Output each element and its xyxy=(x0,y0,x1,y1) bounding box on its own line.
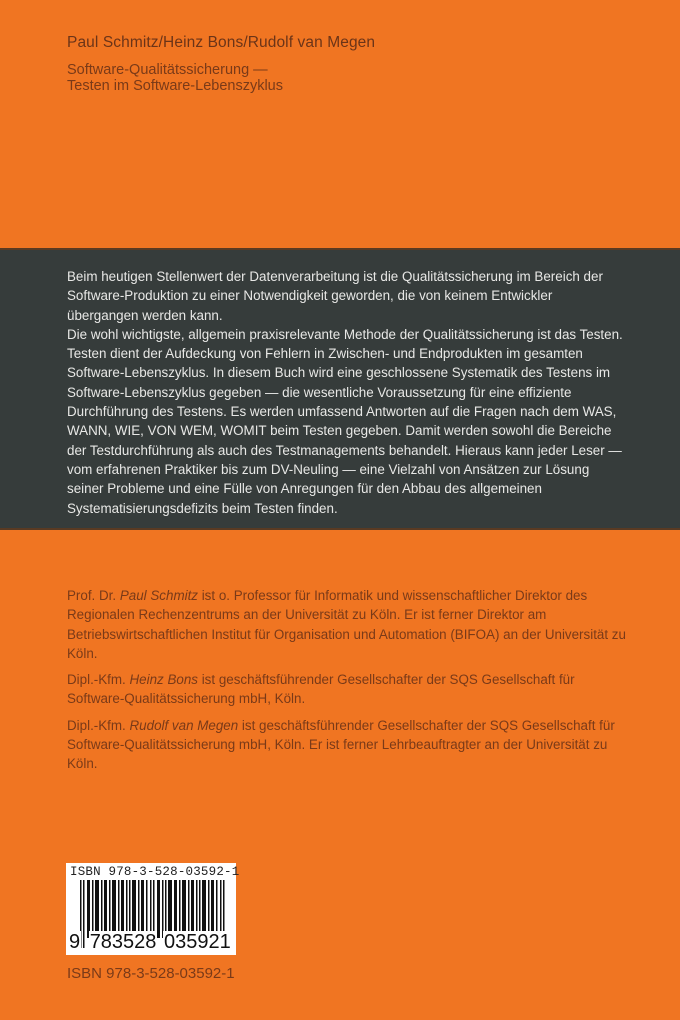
barcode-isbn-label: ISBN 978-3-528-03592-1 xyxy=(70,865,240,879)
blurb xyxy=(67,267,627,518)
bio-title: Dipl.-Kfm. xyxy=(67,717,130,733)
bio-name: Heinz Bons xyxy=(129,672,198,688)
bio-heinz-bons xyxy=(67,670,627,709)
title-line-2: Testen im Software-Lebenszyklus xyxy=(67,78,283,94)
barcode-group-1: 783528 xyxy=(89,931,157,953)
authors: Paul Schmitz/Heinz Bons/Rudolf van Megen xyxy=(67,34,376,51)
title-line-1: Software-Qualitätssicherung — xyxy=(67,62,268,78)
bio-text: ist geschäftsführender Gesellschafter der SQS Gesellschaft für Software-Qualitätssicherung mbH, Köln. Er ist ferner Lehrbeauftragter an der Universität zu Köln. xyxy=(67,717,615,772)
bio-title: Prof. Dr. xyxy=(67,588,120,603)
blurb-band xyxy=(0,248,680,530)
cover-top-section xyxy=(0,0,680,248)
book-title xyxy=(67,62,283,94)
bio-paul-schmitz xyxy=(67,586,627,663)
bio-title: Dipl.-Kfm. xyxy=(67,672,130,688)
author-bios xyxy=(67,586,627,781)
isbn-barcode xyxy=(66,863,240,955)
isbn-footer: ISBN 978-3-528-03592-1 xyxy=(67,965,235,982)
bio-text: ist geschäftsführender Gesellschafter der SQS Gesellschaft für Software-Qualitätssicherung mbH, Köln. xyxy=(67,672,575,707)
bio-rudolf-van-megen xyxy=(67,716,627,774)
barcode-group-2: 035921 xyxy=(164,931,231,953)
blurb-paragraph-2: Die wohl wichtigste, allgemein praxisrelevante Methode der Qualitätssicherung ist das Testen. Testen dient der Aufdeckung von Fehlern in Zwischen- und Endprodukten im gesamten Software-Lebenszyklus. In diesem Buch wird eine geschlossene Systematik des Testens im Software-Lebenszyklus gegeben — die wesentliche Voraussetzung für eine effiziente Durchführung des Testens. Es werden umfassend Antworten auf die Fragen nach dem WAS, WANN, WIE, VON WEM, WOMIT beim Testen gegeben. Damit werden sowohl die Bereiche der Testdurchführung als auch des Testmanagements behandelt. Hieraus kann jeder Leser — vom erfahrenen Praktiker bis zum DV-Neuling — eine Vielzahl von Ansätzen zur Lösung seiner Probleme und eine Fülle von Anregungen für den Abbau des allgemeinen Systematisierungsdefizits beim Testen finden. xyxy=(67,326,623,516)
blurb-paragraph-1: Beim heutigen Stellenwert der Datenverarbeitung ist die Qualitätssicherung im Bereich der Software-Produktion zu einer Notwendigkeit geworden, die von keinem Entwickler übergangen werden kann. xyxy=(67,269,603,323)
barcode-lead-digit: 9 xyxy=(69,931,81,953)
bio-text: ist o. Professor für Informatik und wissenschaftlicher Direktor des Regionalen Rechenzentrums an der Universität zu Köln. Er ist ferner Direktor am Betriebswirtschaftlichen Institut für Organisation und Automation (BIFOA) an der Universität zu Köln. xyxy=(67,588,626,661)
bio-name: Rudolf van Megen xyxy=(129,717,239,733)
bio-name: Paul Schmitz xyxy=(119,588,198,603)
barcode-digits xyxy=(68,931,232,954)
